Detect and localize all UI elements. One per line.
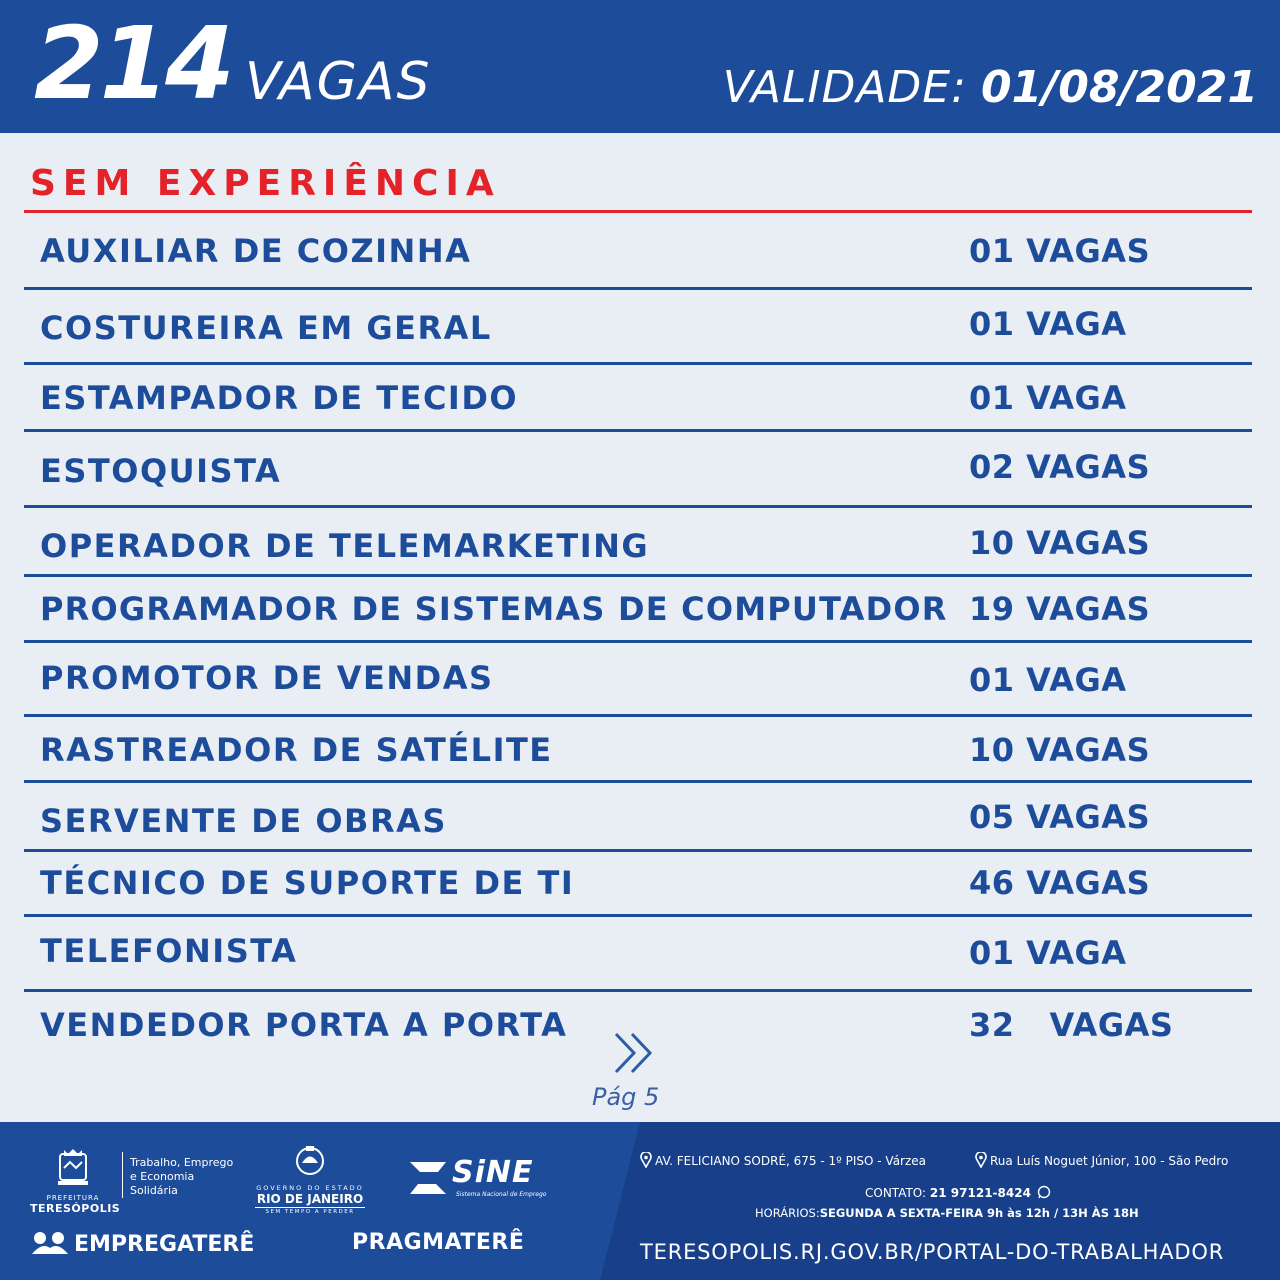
row-divider bbox=[24, 640, 1252, 643]
row-divider bbox=[24, 989, 1252, 992]
job-count: 01 VAGA bbox=[969, 379, 1127, 417]
department-line: e Economia bbox=[130, 1169, 195, 1183]
job-name: OPERADOR DE TELEMARKETING bbox=[40, 527, 650, 565]
prefeitura-small: PREFEITURA bbox=[46, 1194, 100, 1202]
next-page-icon[interactable] bbox=[612, 1030, 662, 1076]
address-text: AV. FELICIANO SODRÉ, 675 - 1º PISO - Várzea bbox=[655, 1154, 927, 1168]
sine-logo bbox=[406, 1155, 547, 1202]
job-count: 01 VAGA bbox=[969, 305, 1127, 343]
sine-subtitle: Sistema Nacional de Emprego bbox=[456, 1191, 547, 1198]
job-name: ESTAMPADOR DE TECIDO bbox=[40, 379, 519, 417]
total-vacancies-count: 214 bbox=[34, 5, 231, 122]
location-pin-icon bbox=[640, 1152, 652, 1168]
department-line: Trabalho, Emprego bbox=[130, 1156, 234, 1169]
job-count: 10 VAGAS bbox=[969, 524, 1151, 562]
section-title: SEM EXPERIÊNCIA bbox=[30, 163, 501, 204]
department-line: Solidária bbox=[130, 1183, 178, 1197]
empregatere-name: EMPREGATERÊ bbox=[74, 1232, 255, 1257]
rj-tagline: SEM TEMPO A PERDER bbox=[265, 1209, 355, 1215]
job-name: SERVENTE DE OBRAS bbox=[40, 802, 447, 840]
job-count: 32 VAGAS bbox=[969, 1006, 1174, 1044]
address-text: Rua Luís Noguet Júnior, 100 - São Pedro bbox=[990, 1154, 1229, 1168]
job-name: TÉCNICO DE SUPORTE DE TI bbox=[40, 864, 575, 902]
row-divider bbox=[24, 914, 1252, 917]
opening-hours bbox=[755, 1206, 1139, 1220]
vagas-label: VAGAS bbox=[245, 52, 432, 112]
contact-phone[interactable]: 21 97121-8424 bbox=[929, 1186, 1031, 1200]
handshake-icon bbox=[30, 1230, 70, 1256]
contact-label: CONTATO: bbox=[865, 1186, 927, 1200]
job-name: PROGRAMADOR DE SISTEMAS DE COMPUTADOR bbox=[40, 590, 948, 628]
job-name: ESTOQUISTA bbox=[40, 452, 282, 490]
prefeitura-name: TERESÓPOLIS bbox=[30, 1202, 121, 1215]
job-count: 19 VAGAS bbox=[969, 590, 1151, 628]
job-count: 05 VAGAS bbox=[969, 798, 1151, 836]
job-name: COSTUREIRA EM GERAL bbox=[40, 309, 492, 347]
row-divider bbox=[24, 849, 1252, 852]
teresopolis-crest-icon bbox=[54, 1148, 92, 1188]
job-count: 02 VAGAS bbox=[969, 448, 1151, 486]
job-name: RASTREADOR DE SATÉLITE bbox=[40, 731, 553, 769]
footer bbox=[0, 1122, 1280, 1280]
rj-crest-icon bbox=[293, 1144, 327, 1178]
website-link[interactable]: TERESOPOLIS.RJ.GOV.BR/PORTAL-DO-TRABALHADOR bbox=[640, 1240, 1225, 1264]
address-sao-pedro bbox=[975, 1152, 1228, 1168]
row-divider bbox=[24, 287, 1252, 290]
sine-name: SiNE bbox=[452, 1155, 534, 1190]
row-divider bbox=[24, 362, 1252, 365]
hours-label: HORÁRIOS: bbox=[755, 1206, 820, 1220]
location-pin-icon bbox=[975, 1152, 987, 1168]
department-name bbox=[130, 1156, 250, 1197]
job-count: 01 VAGA bbox=[969, 661, 1127, 699]
validity bbox=[722, 62, 1258, 113]
header-banner bbox=[0, 0, 1280, 133]
job-count: 46 VAGAS bbox=[969, 864, 1151, 902]
job-count: 10 VAGAS bbox=[969, 731, 1151, 769]
rj-name: RIO DE JANEIRO bbox=[256, 1192, 364, 1206]
hours-value: SEGUNDA A SEXTA-FEIRA 9h às 12h / 13H ÀS 18H bbox=[819, 1206, 1139, 1220]
address-varzea bbox=[640, 1152, 926, 1168]
contact bbox=[865, 1185, 1051, 1200]
prefeitura-logo bbox=[30, 1148, 121, 1215]
rj-government-logo bbox=[255, 1144, 365, 1215]
job-name: TELEFONISTA bbox=[40, 932, 298, 970]
page-number: Pág 5 bbox=[592, 1083, 660, 1111]
pragmatere-logo: PRAGMATERÊ bbox=[352, 1230, 525, 1255]
row-divider bbox=[24, 505, 1252, 508]
whatsapp-icon bbox=[1037, 1185, 1051, 1199]
validity-label: VALIDADE: bbox=[722, 62, 967, 113]
job-name: AUXILIAR DE COZINHA bbox=[40, 232, 472, 270]
job-count: 01 VAGA bbox=[969, 934, 1127, 972]
logo-divider bbox=[122, 1152, 123, 1198]
sine-mark-icon bbox=[406, 1158, 450, 1198]
validity-date: 01/08/2021 bbox=[980, 62, 1258, 113]
row-divider bbox=[24, 714, 1252, 717]
job-name: PROMOTOR DE VENDAS bbox=[40, 659, 494, 697]
row-divider bbox=[24, 574, 1252, 577]
row-divider bbox=[24, 429, 1252, 432]
section-divider bbox=[24, 210, 1252, 213]
job-name: VENDEDOR PORTA A PORTA bbox=[40, 1006, 568, 1044]
row-divider bbox=[24, 780, 1252, 783]
rj-small: GOVERNO DO ESTADO bbox=[256, 1184, 364, 1192]
job-count: 01 VAGAS bbox=[969, 232, 1151, 270]
